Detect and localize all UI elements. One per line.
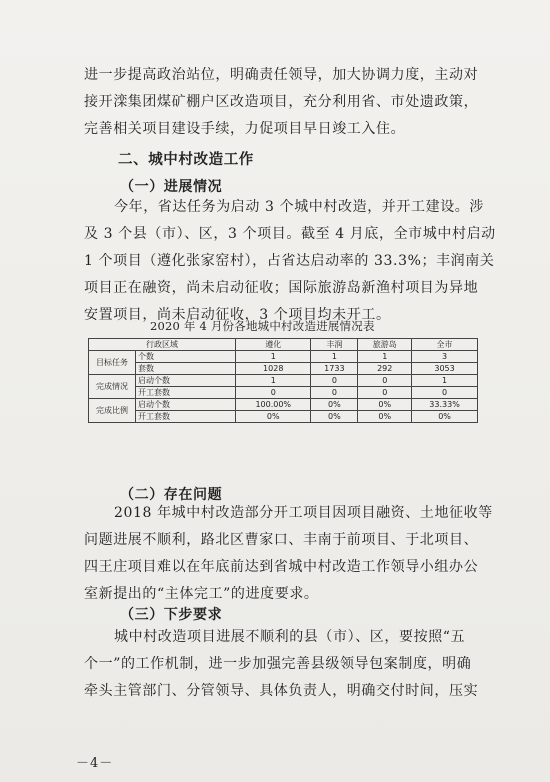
table-cell: 0 [311,375,358,387]
table-cell: 1 [236,351,311,363]
table-header-cell: 全市 [412,339,478,351]
table-cell: 0 [358,387,412,399]
subsection-heading-progress: （一）进展情况 [120,179,223,195]
table-row [89,363,478,375]
table-cell: 1 [358,351,412,363]
table-row [89,387,478,399]
table-cell: 0% [358,399,412,411]
table-row [89,351,478,363]
page-number: －4－ [76,756,114,771]
table-cell: 100.00% [236,399,311,411]
table-sub-cell: 套数 [136,363,236,375]
table-row [89,399,478,411]
table-cell: 3 [412,351,478,363]
table-cell: 0% [412,411,478,423]
text-line: 进一步提高政治站位，明确责任领导，加大协调力度，主动对 [84,67,479,83]
table-cell: 0% [358,411,412,423]
table-cell: 33.33% [412,399,478,411]
paragraph-intro [84,62,484,143]
table-cell: 0% [236,411,311,423]
section-heading: 二、城中村改造工作 [118,151,254,168]
table-caption: 2020 年 4 月份各地城中村改造进展情况表 [150,319,375,333]
text-line: 个一”的工作机制，进一步加强完善县级领导包案制度，明确 [84,656,472,672]
table-cell: 1 [311,351,358,363]
table-header-cell: 旅游岛 [358,339,412,351]
table-cell: 0% [311,399,358,411]
table-row [89,375,478,387]
text-line: 牵头主管部门、分管领导、具体负责人，明确交付时间，压实 [84,683,479,699]
table-header-cell: 遵化 [236,339,311,351]
paragraph-problems [84,500,493,608]
table-header-row [89,339,478,351]
table-header-cell: 丰润 [311,339,358,351]
table-cell: 3053 [412,363,478,375]
table-cell: 1 [236,375,311,387]
text-line: 安置项目，尚未启动征收，3 个项目均未开工。 [84,307,391,323]
text-line: 及 3 个县（市）、区，3 个项目。截至 4 月底，全市城中村启动 [84,226,496,242]
table-sub-cell: 开工套数 [136,387,236,399]
table-cell: 1 [412,375,478,387]
subsection-heading-problems: （二）存在问题 [120,487,223,503]
text-line: 1 个项目（遵化张家窑村），占省达启动率的 33.3%；丰润南关 [84,253,495,269]
table-sub-cell: 启动个数 [136,375,236,387]
table-group-cell: 目标任务 [89,351,136,375]
table-group-cell: 完成比例 [89,399,136,423]
text-line: 完善相关项目建设手续，力促项目早日竣工入住。 [84,121,406,137]
subsection-heading-requirements: （三）下步要求 [120,607,223,623]
table-sub-cell: 个数 [136,351,236,363]
paragraph-requirements [84,624,484,705]
table-cell: 0 [311,387,358,399]
table-cell: 292 [358,363,412,375]
progress-table [88,338,478,423]
table-sub-cell: 开工套数 [136,411,236,423]
table-cell: 1733 [311,363,358,375]
text-line: 室新提出的“主体完工”的进度要求。 [84,586,319,602]
table-cell: 1028 [236,363,311,375]
text-line: 项目正在融资，尚未启动征收；国际旅游岛新渔村项目为异地 [84,280,479,296]
table-sub-cell: 启动个数 [136,399,236,411]
table-cell: 0% [311,411,358,423]
text-line: 2018 年城中村改造部分开工项目因项目融资、土地征收等 [114,505,493,521]
paragraph-progress [84,194,496,329]
text-line: 接开滦集团煤矿棚户区改造项目，充分利用省、市处遗政策， [84,94,479,110]
table-cell: 0 [236,387,311,399]
table-row [89,411,478,423]
text-line: 今年，省达任务为启动 3 个城中村改造，并开工建设。涉 [114,199,485,215]
table-cell: 0 [358,375,412,387]
table-cell: 0 [412,387,478,399]
text-line: 四王庄项目难以在年底前达到省城中村改造工作领导小组办公 [84,559,479,575]
text-line: 问题进展不顺利，路北区曹家口、丰南于前项目、于北项目、 [84,532,479,548]
table-header-cell: 行政区域 [89,339,236,351]
text-line: 城中村改造项目进展不顺利的县（市）、区，要按照“五 [114,629,466,645]
table-group-cell: 完成情况 [89,375,136,399]
